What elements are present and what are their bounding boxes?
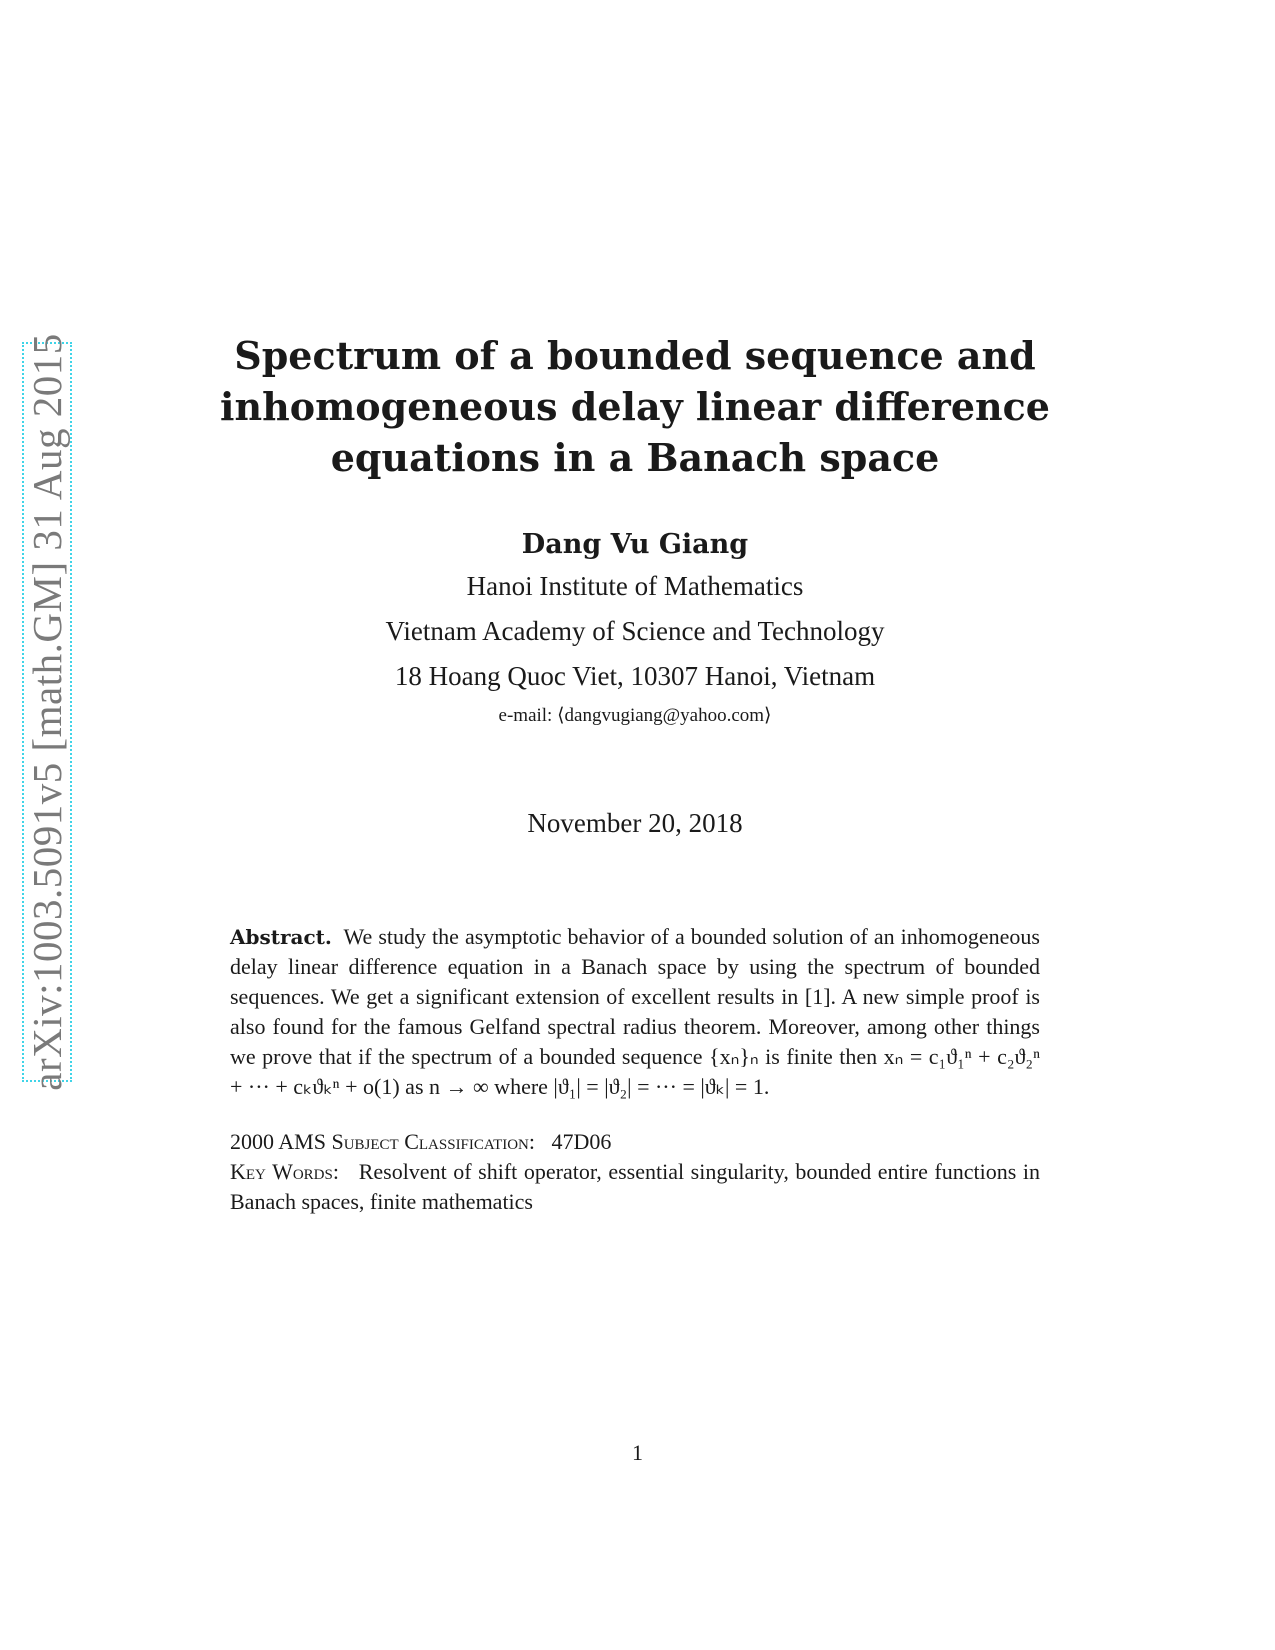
keywords-label: Key Words: bbox=[230, 1159, 339, 1184]
paper-title bbox=[200, 330, 1070, 483]
paper-date: November 20, 2018 bbox=[527, 808, 743, 838]
author-name: Dang Vu Giang bbox=[521, 529, 749, 560]
keywords-value: Resolvent of shift operator, essential singularity, bounded entire functions in Banach spaces, finite mathematics bbox=[230, 1159, 1040, 1214]
title-line-1: Spectrum of a bounded sequence and bbox=[234, 333, 1036, 378]
email-label: e-mail: bbox=[498, 705, 553, 726]
paper-metadata bbox=[230, 1127, 1040, 1217]
affiliation-address: 18 Hoang Quoc Viet, 10307 Hanoi, Vietnam bbox=[394, 661, 876, 691]
keywords bbox=[230, 1157, 1040, 1217]
email-address[interactable]: ⟨dangvugiang@yahoo.com⟩ bbox=[557, 705, 772, 726]
arxiv-stamp bbox=[22, 333, 72, 1091]
title-line-2: inhomogeneous delay linear difference bbox=[220, 384, 1050, 429]
page-number: 1 bbox=[632, 1440, 643, 1465]
abstract bbox=[230, 922, 1040, 1102]
title-line-3: equations in a Banach space bbox=[330, 435, 940, 480]
classification-value: 47D06 bbox=[551, 1129, 612, 1154]
affiliation-academy: Vietnam Academy of Science and Technology bbox=[385, 616, 885, 646]
ams-classification bbox=[230, 1127, 1040, 1157]
abstract-label: Abstract. bbox=[230, 925, 332, 949]
abstract-text: We study the asymptotic behavior of a bounded solution of an inhomogeneous delay linear difference equation in a Banach space by using the spectrum of bounded sequences. We get a significant extension of excellent results in [1]. A new simple proof is also found for the famous Gelfand spectral radius theorem. Moreover, among other things we prove that if the spectrum of a bounded sequence {xₙ}ₙ is finite then xₙ = c₁ϑ₁ⁿ + c₂ϑ₂ⁿ + ··· + cₖϑₖⁿ + o(1) as n → ∞ where |ϑ₁| = |ϑ₂| = ··· = |ϑₖ| = 1. bbox=[230, 924, 1040, 1099]
arxiv-identifier: arXiv:1003.5091v5 [math.GM] 31 Aug 2015 bbox=[24, 333, 70, 1091]
author-block bbox=[200, 526, 1070, 731]
classification-label: 2000 AMS Subject Classification: bbox=[230, 1129, 536, 1154]
author-email-line bbox=[200, 701, 1070, 731]
affiliation-institute: Hanoi Institute of Mathematics bbox=[466, 571, 804, 601]
